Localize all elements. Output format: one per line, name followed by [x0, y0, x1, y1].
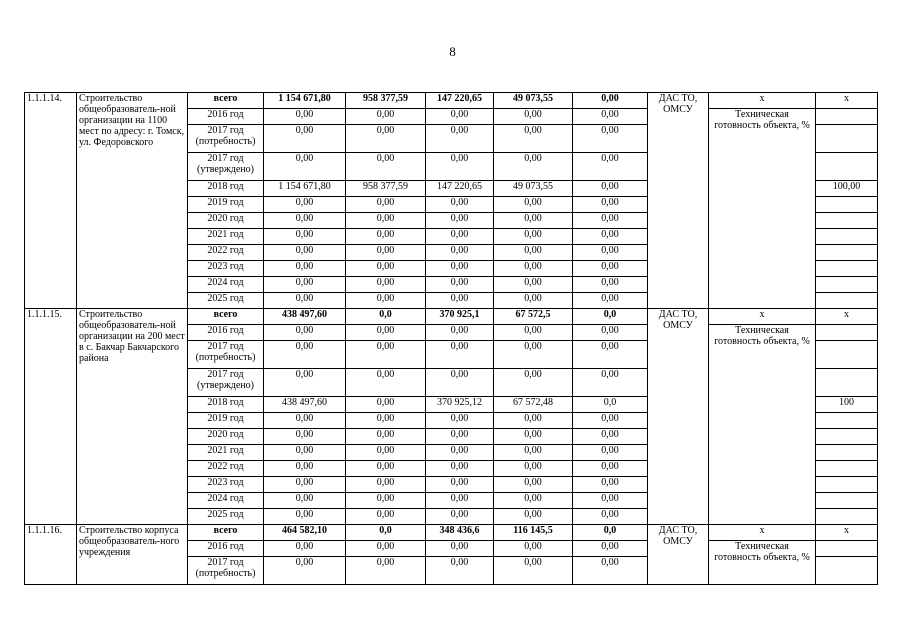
amount-c2: 0,00: [426, 541, 494, 557]
amount-c4: 0,0: [573, 397, 648, 413]
target-cell: [816, 293, 878, 309]
amount-total: 0,00: [264, 445, 346, 461]
period-label: 2021 год: [188, 229, 264, 245]
amount-c1: 0,00: [346, 541, 426, 557]
amount-c3: 0,00: [494, 461, 573, 477]
target-top: x: [816, 93, 878, 109]
indicator-top: x: [709, 525, 816, 541]
period-label: 2023 год: [188, 477, 264, 493]
amount-c3: 0,00: [494, 293, 573, 309]
amount-c2: 0,00: [426, 429, 494, 445]
amount-c3: 116 145,5: [494, 525, 573, 541]
amount-c1: 0,0: [346, 525, 426, 541]
amount-c1: 0,00: [346, 445, 426, 461]
target-cell: [816, 413, 878, 429]
amount-c2: 0,00: [426, 229, 494, 245]
amount-total: 0,00: [264, 245, 346, 261]
amount-c2: 348 436,6: [426, 525, 494, 541]
amount-c3: 0,00: [494, 341, 573, 369]
period-label: всего: [188, 525, 264, 541]
target-cell: [816, 429, 878, 445]
amount-c1: 0,00: [346, 557, 426, 585]
target-cell: [816, 245, 878, 261]
period-label: 2017 год (утверждено): [188, 153, 264, 181]
amount-total: 1 154 671,80: [264, 93, 346, 109]
period-label: всего: [188, 309, 264, 325]
amount-c1: 958 377,59: [346, 181, 426, 197]
amount-c2: 0,00: [426, 341, 494, 369]
amount-c1: 0,00: [346, 413, 426, 429]
indicator-top: x: [709, 309, 816, 325]
executor: ДАС ТО, ОМСУ: [648, 525, 709, 585]
amount-total: 0,00: [264, 369, 346, 397]
amount-total: 438 497,60: [264, 309, 346, 325]
amount-c1: 0,00: [346, 277, 426, 293]
indicator-name: Техническая готовность объекта, %: [709, 325, 816, 525]
target-cell: [816, 213, 878, 229]
target-cell: [816, 541, 878, 557]
amount-c2: 0,00: [426, 445, 494, 461]
executor: ДАС ТО, ОМСУ: [648, 93, 709, 309]
period-label: 2017 год (потребность): [188, 557, 264, 585]
amount-total: 0,00: [264, 509, 346, 525]
period-label: 2017 год (потребность): [188, 341, 264, 369]
target-cell: [816, 461, 878, 477]
amount-total: 0,00: [264, 341, 346, 369]
amount-c4: 0,00: [573, 429, 648, 445]
amount-total: 0,00: [264, 109, 346, 125]
amount-c3: 0,00: [494, 509, 573, 525]
amount-c1: 958 377,59: [346, 93, 426, 109]
amount-total: 1 154 671,80: [264, 181, 346, 197]
amount-c3: 0,00: [494, 197, 573, 213]
project-total-row: [25, 525, 878, 541]
amount-c4: 0,00: [573, 445, 648, 461]
amount-total: 0,00: [264, 293, 346, 309]
amount-total: 0,00: [264, 229, 346, 245]
amount-total: 0,00: [264, 541, 346, 557]
project-code: 1.1.1.14.: [25, 93, 77, 309]
amount-c4: 0,00: [573, 109, 648, 125]
amount-c1: 0,00: [346, 509, 426, 525]
amount-c4: 0,00: [573, 557, 648, 585]
amount-c1: 0,0: [346, 309, 426, 325]
amount-c3: 0,00: [494, 245, 573, 261]
project-total-row: [25, 309, 878, 325]
indicator-name: Техническая готовность объекта, %: [709, 109, 816, 309]
amount-c2: 0,00: [426, 125, 494, 153]
indicator-name: Техническая готовность объекта, %: [709, 541, 816, 585]
amount-c1: 0,00: [346, 109, 426, 125]
amount-c3: 0,00: [494, 109, 573, 125]
amount-c3: 0,00: [494, 445, 573, 461]
target-cell: [816, 261, 878, 277]
period-label: 2025 год: [188, 293, 264, 309]
amount-c2: 370 925,1: [426, 309, 494, 325]
amount-c1: 0,00: [346, 461, 426, 477]
amount-c2: 0,00: [426, 153, 494, 181]
amount-c3: 0,00: [494, 477, 573, 493]
amount-c4: 0,00: [573, 341, 648, 369]
period-label: 2025 год: [188, 509, 264, 525]
executor: ДАС ТО, ОМСУ: [648, 309, 709, 525]
amount-c3: 0,00: [494, 213, 573, 229]
target-cell: [816, 109, 878, 125]
amount-c1: 0,00: [346, 493, 426, 509]
amount-c4: 0,00: [573, 293, 648, 309]
amount-c4: 0,00: [573, 125, 648, 153]
amount-c2: 0,00: [426, 197, 494, 213]
amount-c4: 0,00: [573, 413, 648, 429]
amount-total: 0,00: [264, 261, 346, 277]
amount-c2: 0,00: [426, 109, 494, 125]
amount-c3: 0,00: [494, 277, 573, 293]
target-cell: [816, 557, 878, 585]
target-cell: [816, 229, 878, 245]
project-name: Строительство корпуса общеобразователь-ного учреждения: [77, 525, 188, 585]
target-cell: [816, 277, 878, 293]
amount-c3: 0,00: [494, 493, 573, 509]
target-cell: [816, 341, 878, 369]
target-cell: [816, 369, 878, 397]
period-label: 2022 год: [188, 461, 264, 477]
amount-c3: 49 073,55: [494, 181, 573, 197]
amount-c2: 0,00: [426, 477, 494, 493]
amount-c1: 0,00: [346, 341, 426, 369]
period-label: 2019 год: [188, 413, 264, 429]
period-label: 2020 год: [188, 429, 264, 445]
amount-total: 0,00: [264, 197, 346, 213]
project-total-row: [25, 93, 878, 109]
amount-c3: 0,00: [494, 369, 573, 397]
amount-c4: 0,00: [573, 153, 648, 181]
amount-c2: 0,00: [426, 557, 494, 585]
period-label: 2017 год (утверждено): [188, 369, 264, 397]
amount-total: 0,00: [264, 493, 346, 509]
amount-c2: 0,00: [426, 509, 494, 525]
period-label: 2019 год: [188, 197, 264, 213]
amount-c3: 67 572,5: [494, 309, 573, 325]
amount-c4: 0,0: [573, 525, 648, 541]
amount-c4: 0,00: [573, 93, 648, 109]
period-label: 2024 год: [188, 277, 264, 293]
amount-c3: 0,00: [494, 229, 573, 245]
amount-c2: 0,00: [426, 293, 494, 309]
amount-total: 0,00: [264, 477, 346, 493]
target-top: x: [816, 525, 878, 541]
amount-c1: 0,00: [346, 213, 426, 229]
amount-c1: 0,00: [346, 369, 426, 397]
amount-c2: 0,00: [426, 213, 494, 229]
amount-c4: 0,00: [573, 197, 648, 213]
project-name: Строительство общеобразователь-ной организации на 200 мест в с. Бакчар Бакчарского района: [77, 309, 188, 525]
amount-c3: 0,00: [494, 125, 573, 153]
page-number: 8: [449, 44, 456, 59]
amount-total: 0,00: [264, 325, 346, 341]
amount-c4: 0,00: [573, 509, 648, 525]
amount-c4: 0,00: [573, 461, 648, 477]
amount-c3: 0,00: [494, 153, 573, 181]
program-table: [24, 92, 878, 585]
amount-c1: 0,00: [346, 125, 426, 153]
period-label: 2020 год: [188, 213, 264, 229]
amount-c1: 0,00: [346, 197, 426, 213]
amount-c3: 0,00: [494, 261, 573, 277]
target-cell: [816, 125, 878, 153]
amount-c1: 0,00: [346, 153, 426, 181]
target-value: 100,00: [816, 181, 878, 197]
amount-c3: 0,00: [494, 541, 573, 557]
amount-c4: 0,00: [573, 181, 648, 197]
amount-c2: 0,00: [426, 369, 494, 397]
period-label: всего: [188, 93, 264, 109]
period-label: 2016 год: [188, 541, 264, 557]
period-label: 2018 год: [188, 181, 264, 197]
target-cell: [816, 153, 878, 181]
amount-c4: 0,00: [573, 477, 648, 493]
amount-c3: 0,00: [494, 557, 573, 585]
amount-c1: 0,00: [346, 229, 426, 245]
amount-c2: 370 925,12: [426, 397, 494, 413]
amount-c4: 0,0: [573, 309, 648, 325]
target-cell: [816, 325, 878, 341]
amount-c2: 0,00: [426, 277, 494, 293]
target-cell: [816, 477, 878, 493]
project-code: 1.1.1.16.: [25, 525, 77, 585]
amount-c4: 0,00: [573, 369, 648, 397]
amount-total: 0,00: [264, 557, 346, 585]
amount-total: 0,00: [264, 413, 346, 429]
period-label: 2017 год (потребность): [188, 125, 264, 153]
amount-c2: 0,00: [426, 261, 494, 277]
amount-total: 0,00: [264, 125, 346, 153]
target-value: 100: [816, 397, 878, 413]
target-cell: [816, 509, 878, 525]
amount-c2: 0,00: [426, 413, 494, 429]
table-body: [25, 93, 878, 585]
amount-total: 0,00: [264, 153, 346, 181]
amount-total: 0,00: [264, 213, 346, 229]
amount-c1: 0,00: [346, 325, 426, 341]
amount-c1: 0,00: [346, 397, 426, 413]
amount-c2: 147 220,65: [426, 93, 494, 109]
amount-total: 0,00: [264, 277, 346, 293]
target-cell: [816, 493, 878, 509]
amount-c4: 0,00: [573, 325, 648, 341]
amount-total: 464 582,10: [264, 525, 346, 541]
amount-c2: 0,00: [426, 493, 494, 509]
indicator-top: x: [709, 93, 816, 109]
amount-c4: 0,00: [573, 261, 648, 277]
amount-c3: 0,00: [494, 429, 573, 445]
amount-c4: 0,00: [573, 493, 648, 509]
amount-c4: 0,00: [573, 213, 648, 229]
period-label: 2024 год: [188, 493, 264, 509]
amount-c4: 0,00: [573, 277, 648, 293]
amount-c1: 0,00: [346, 429, 426, 445]
period-label: 2022 год: [188, 245, 264, 261]
period-label: 2018 год: [188, 397, 264, 413]
amount-c2: 0,00: [426, 245, 494, 261]
period-label: 2016 год: [188, 325, 264, 341]
amount-c3: 67 572,48: [494, 397, 573, 413]
amount-c1: 0,00: [346, 245, 426, 261]
target-cell: [816, 445, 878, 461]
project-code: 1.1.1.15.: [25, 309, 77, 525]
amount-c4: 0,00: [573, 245, 648, 261]
amount-c1: 0,00: [346, 261, 426, 277]
period-label: 2023 год: [188, 261, 264, 277]
target-top: x: [816, 309, 878, 325]
period-label: 2021 год: [188, 445, 264, 461]
amount-total: 0,00: [264, 429, 346, 445]
amount-c2: 0,00: [426, 325, 494, 341]
target-cell: [816, 197, 878, 213]
amount-c4: 0,00: [573, 541, 648, 557]
amount-c4: 0,00: [573, 229, 648, 245]
amount-c3: 49 073,55: [494, 93, 573, 109]
amount-c2: 147 220,65: [426, 181, 494, 197]
amount-c1: 0,00: [346, 293, 426, 309]
amount-total: 438 497,60: [264, 397, 346, 413]
project-name: Строительство общеобразователь-ной организации на 1100 мест по адресу: г. Томск, ул. Федоровского: [77, 93, 188, 309]
amount-c1: 0,00: [346, 477, 426, 493]
amount-c3: 0,00: [494, 413, 573, 429]
amount-c2: 0,00: [426, 461, 494, 477]
period-label: 2016 год: [188, 109, 264, 125]
amount-total: 0,00: [264, 461, 346, 477]
amount-c3: 0,00: [494, 325, 573, 341]
